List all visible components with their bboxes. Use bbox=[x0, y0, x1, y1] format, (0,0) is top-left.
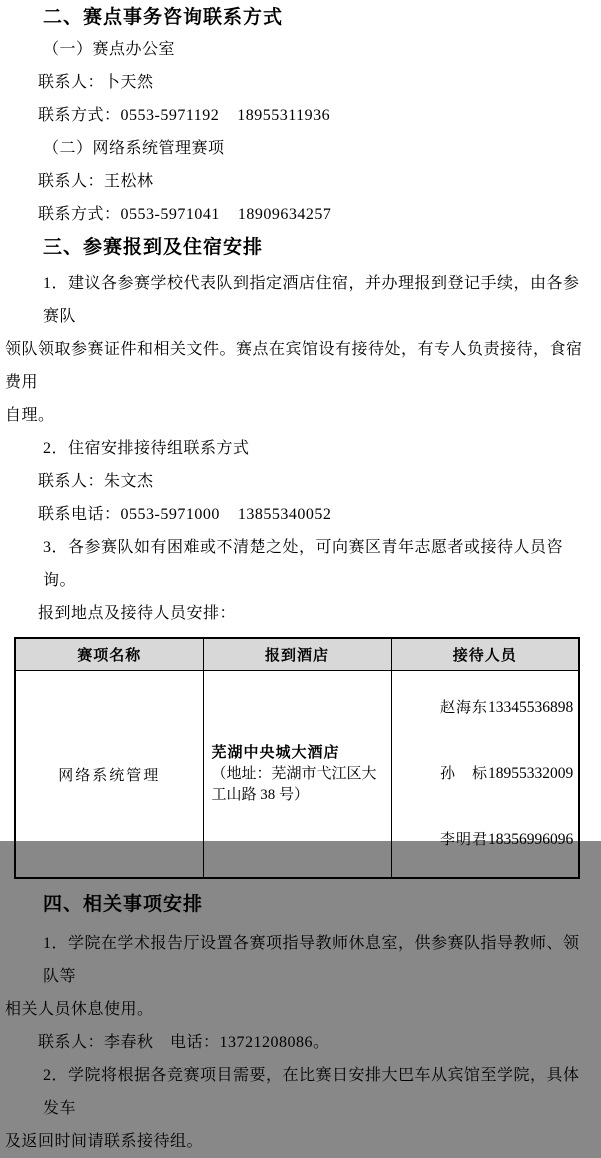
receptionist-name: 李明君 bbox=[440, 832, 489, 848]
hotel-cell bbox=[203, 671, 391, 879]
section4-para1-line2: 相关人员休息使用。 bbox=[5, 1001, 154, 1018]
hotel-address: （地址：芜湖市弋江区大工山路 38 号） bbox=[211, 765, 377, 803]
section3-contact-phone: 联系电话：0553-5971000 13855340052 bbox=[38, 506, 332, 523]
section4-contact-line: 联系人：李春秋 电话：13721208086。 bbox=[38, 1034, 330, 1051]
section2-sub2: （二）网络系统管理赛项 bbox=[43, 140, 225, 157]
receptionist-phone: 18955332009 bbox=[488, 765, 574, 782]
hotel-name: 芜湖中央城大酒店 bbox=[211, 744, 340, 761]
section4-heading: 四、相关事项安排 bbox=[43, 894, 204, 915]
receptionist-name: 赵海东 bbox=[440, 700, 489, 716]
column-header-event: 赛项名称 bbox=[15, 638, 203, 671]
section4-para2-line2: 及返回时间请联系接待组。 bbox=[5, 1133, 204, 1150]
table-header-row bbox=[15, 638, 579, 671]
section3-para1-line2: 领队领取参赛证件和相关文件。赛点在宾馆设有接待处，有专人负责接待，食宿费用 bbox=[5, 341, 583, 391]
section3-heading: 三、参赛报到及住宿安排 bbox=[43, 237, 264, 258]
column-header-hotel: 报到酒店 bbox=[203, 638, 391, 671]
receptionist-entry bbox=[403, 675, 577, 741]
section3-para3: 3．各参赛队如有困难或不清楚之处，可向赛区青年志愿者或接待人员咨询。 bbox=[43, 539, 564, 589]
section3-para1-line1: 1．建议各参赛学校代表队到指定酒店住宿，并办理报到登记手续，由各参赛队 bbox=[43, 275, 580, 325]
registration-table bbox=[14, 637, 580, 879]
section2-contact2-phone: 联系方式：0553-5971041 18909634257 bbox=[38, 206, 332, 223]
column-header-recept: 接待人员 bbox=[391, 638, 579, 671]
section2-heading: 二、赛点事务咨询联系方式 bbox=[43, 7, 284, 28]
table-row bbox=[15, 671, 579, 879]
section2-contact1-name: 联系人：卜天然 bbox=[38, 74, 154, 91]
receptionist-name: 孙 标 bbox=[440, 766, 489, 782]
section3-para1-line3: 自理。 bbox=[5, 407, 55, 424]
event-name-cell: 网络系统管理 bbox=[15, 671, 203, 879]
receptionist-entry bbox=[403, 741, 577, 807]
section2-sub1: （一）赛点办公室 bbox=[43, 41, 176, 58]
table-caption: 报到地点及接待人员安排： bbox=[38, 605, 237, 622]
section3-para2: 2．住宿安排接待组联系方式 bbox=[43, 440, 250, 457]
section4-para2-line1: 2．学院将根据各竞赛项目需要，在比赛日安排大巴车从宾馆至学院，具体发车 bbox=[43, 1067, 580, 1117]
receptionist-entry bbox=[403, 807, 577, 873]
section2-contact2-name: 联系人：王松林 bbox=[38, 173, 154, 190]
receptionist-phone: 13345536898 bbox=[488, 699, 574, 716]
receptionist-phone: 18356996096 bbox=[488, 831, 574, 848]
section3-contact-name: 联系人：朱文杰 bbox=[38, 473, 154, 490]
section4-para1-line1: 1．学院在学术报告厅设置各赛项指导教师休息室，供参赛队指导教师、领队等 bbox=[43, 935, 580, 985]
receptionists-cell bbox=[391, 671, 579, 879]
section2-contact1-phone: 联系方式：0553-5971192 18955311936 bbox=[38, 107, 331, 124]
